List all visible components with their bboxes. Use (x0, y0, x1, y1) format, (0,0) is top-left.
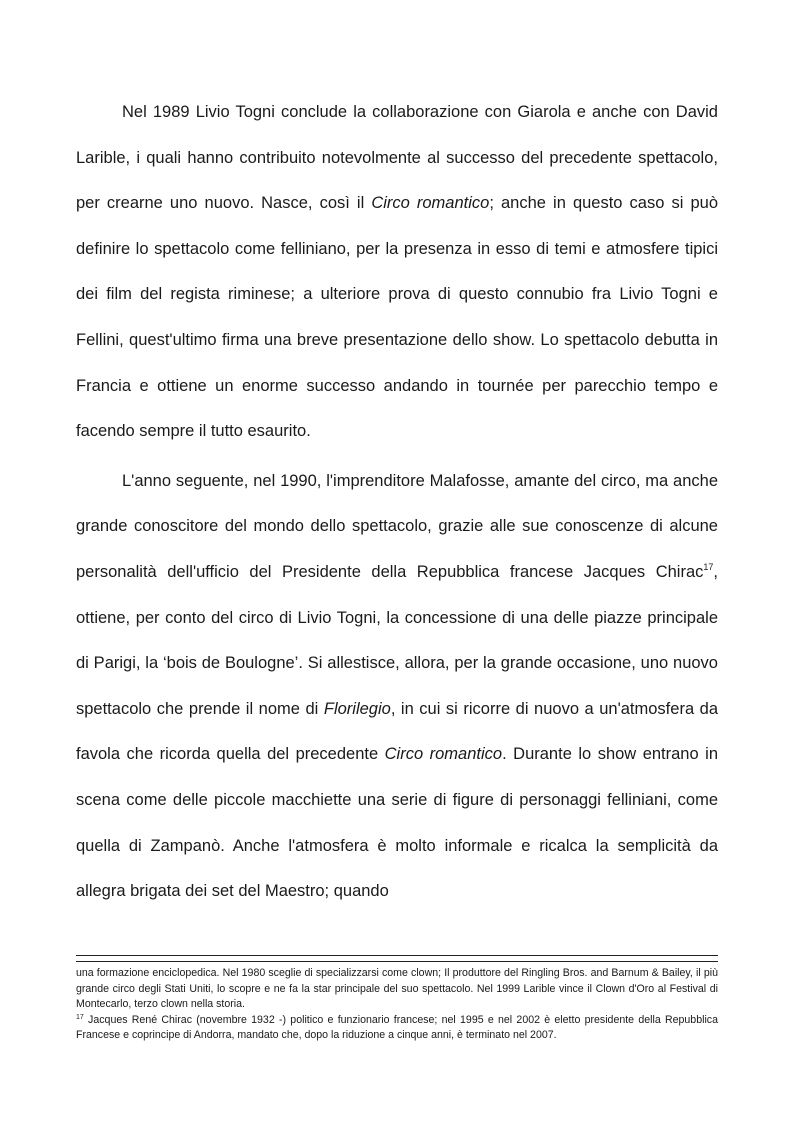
footnote-17 (76, 1013, 718, 1044)
footnote-separator-bottom (76, 961, 718, 962)
title-circo-romantico: Circo romantico (371, 194, 490, 213)
paragraph-2 (76, 459, 718, 915)
title-florilegio: Florilegio (323, 699, 391, 718)
paragraph-1 (76, 90, 718, 455)
main-text (76, 90, 718, 919)
paragraph-1-text-b: ; anche in questo caso si può definire lo spettacolo come felliniano, per la presenza in esso di temi e atmosfere tipici dei film del regista riminese; a ulteriore prova di questo connubio fra Livio Togni e Fellini, quest'ultimo firma una breve presentazione dello show. Lo spettacolo debutta in Francia e ottiene un enorme successo andando in tournée per parecchio tempo e facendo sempre il tutto esaurito. (76, 194, 718, 441)
footnote-ref-17[interactable]: 17 (703, 561, 714, 572)
paragraph-1-text-a: Nel 1989 Livio Togni conclude la collaborazione con Giarola e anche con David Larible, i quali hanno contribuito notevolmente al successo del precedente spettacolo, per crearne uno nuovo. Nasce, così il (76, 103, 718, 213)
paragraph-2-text-d: . Durante lo show entrano in scena come delle piccole macchiette una serie di figure di personaggi felliniani, come quella di Zampanò. Anche l'atmosfera è molto informale e ricalca la semplicità da allegra brigata dei set del Maestro; quando (76, 745, 718, 901)
footnotes (76, 966, 718, 1044)
paragraph-2-text-a: L'anno seguente, nel 1990, l'imprenditore Malafosse, amante del circo, ma anche grande conoscitore del mondo dello spettacolo, grazie alle sue conoscenze di alcune personalità dell'ufficio del Presidente della Repubblica francese Jacques Chirac (76, 471, 718, 581)
paragraph-2-text-b: , ottiene, per conto del circo di Livio Togni, la concessione di una delle piazze principale di Parigi, la ‘bois de Boulogne’. Si allestisce, allora, per la grande occasione, uno nuovo spettacolo che prende il nome di (76, 562, 718, 718)
footnote-continuation: una formazione enciclopedica. Nel 1980 sceglie di specializzarsi come clown; Il produttore del Ringling Bros. and Barnum & Bailey, il più grande circo degli Stati Uniti, lo scopre e ne fa la star principale del suo spettacolo. Nel 1999 Larible vince il Clown d'Oro al Festival di Montecarlo, terzo clown nella storia. (76, 967, 718, 1011)
footnote-separator-top (76, 955, 718, 956)
title-circo-romantico-2: Circo romantico (384, 745, 503, 764)
paragraph-2-text-c: , in cui si ricorre di nuovo a un'atmosfera da favola che ricorda quella del precedente (76, 699, 719, 764)
footnote-17-text: Jacques René Chirac (novembre 1932 -) politico e funzionario francese; nel 1995 e nel 2002 è eletto presidente della Repubblica Francese e coprincipe di Andorra, mandato che, dopo la riduzione a cinque anni, è terminato nel 2007. (76, 1013, 718, 1042)
footnote-17-number: 17 (76, 1013, 84, 1021)
